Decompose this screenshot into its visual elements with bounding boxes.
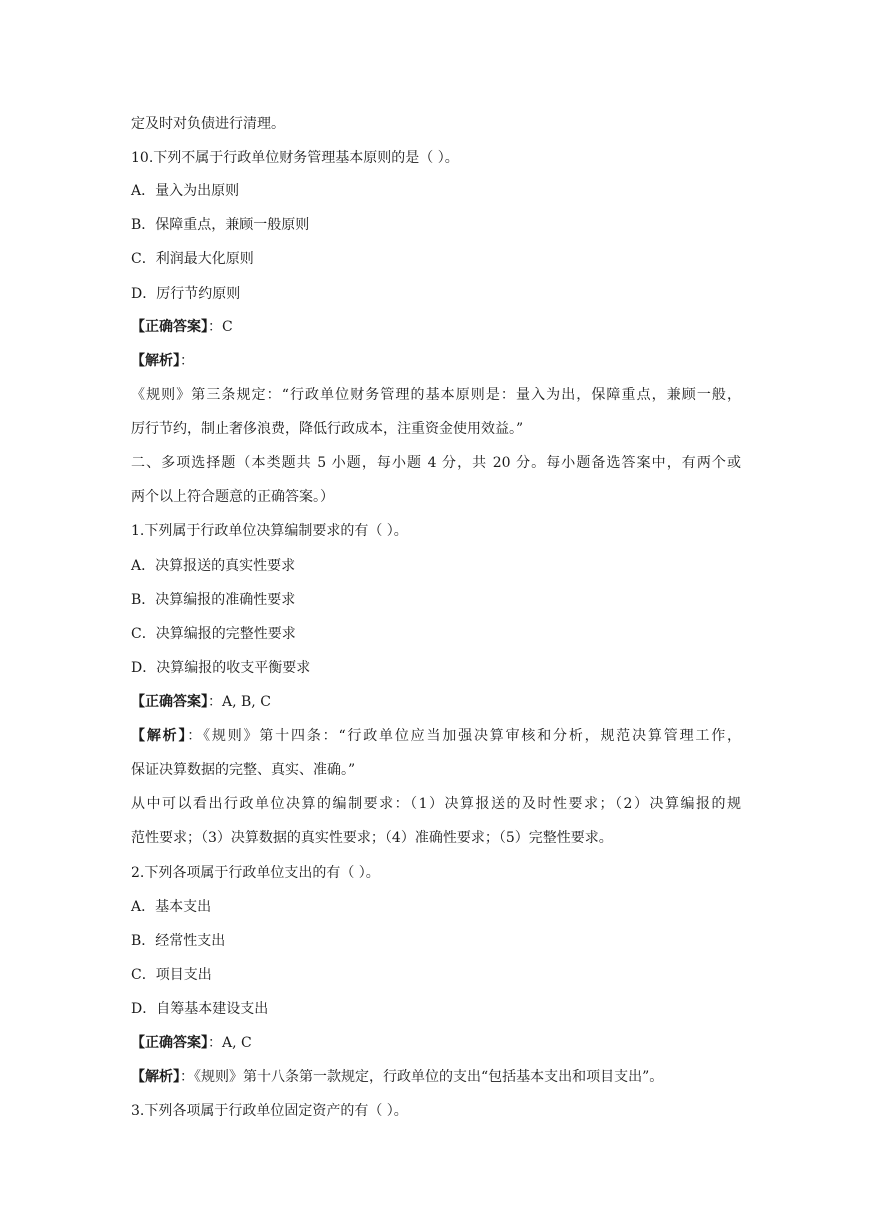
question-10-option-c: C．利润最大化原则: [131, 251, 254, 267]
question-10-analysis-line-1: 《规则》第三条规定：“行政单位财务管理的基本原则是：量入为出，保障重点，兼顾一般，: [131, 387, 741, 403]
continuation-text: 定及时对负债进行清理。: [131, 116, 285, 132]
answer-value: ：A, B, C: [208, 694, 271, 710]
question-10-option-a: A．量入为出原则: [131, 183, 240, 199]
question-10-option-d: D．厉行节约原则: [131, 286, 241, 302]
analysis-text: ：《规则》第十四条：“行政单位应当加强决算审核和分析，规范决算管理工作，: [187, 728, 742, 744]
question-10-analysis-line-2: 厉行节约，制止奢侈浪费，降低行政成本，注重资金使用效益。”: [131, 421, 524, 437]
analysis-label: 【解析】: [131, 728, 188, 744]
answer-value: ：C: [208, 319, 233, 335]
question-10-answer: [131, 318, 741, 336]
analysis-colon: ：: [180, 353, 194, 369]
multi-question-2-option-a: A．基本支出: [131, 899, 212, 915]
question-10-option-b: B．保障重点，兼顾一般原则: [131, 217, 310, 233]
analysis-text: ：《规则》第十八条第一款规定，行政单位的支出“包括基本支出和项目支出”。: [180, 1069, 664, 1085]
multi-question-1-stem: 1.下列属于行政单位决算编制要求的有（ ）。: [131, 523, 408, 539]
question-10-stem: 10.下列不属于行政单位财务管理基本原则的是（ ）。: [131, 150, 459, 166]
multi-question-1-answer: [131, 693, 741, 711]
section-2-heading-line-2: 两个以上符合题意的正确答案。）: [131, 489, 334, 505]
question-10-analysis-heading: [131, 352, 741, 370]
answer-label: 【正确答案】: [131, 319, 208, 335]
multi-question-1-analysis-line-1: [131, 727, 741, 745]
answer-label: 【正确答案】: [131, 694, 208, 710]
multi-question-1-option-d: D．决算编报的收支平衡要求: [131, 660, 311, 676]
section-2-heading-line-1: 二、多项选择题（本类题共 5 小题，每小题 4 分，共 20 分。每小题备选答案中，有两个或: [131, 455, 741, 471]
analysis-label: 【解析】: [131, 1069, 180, 1085]
answer-label: 【正确答案】: [131, 1035, 208, 1051]
multi-question-2-option-b: B．经常性支出: [131, 933, 226, 949]
multi-question-2-analysis: [131, 1068, 741, 1086]
multi-question-1-analysis-line-4: 范性要求；（3）决算数据的真实性要求；（4）准确性要求；（5）完整性要求。: [131, 830, 613, 846]
multi-question-1-analysis-line-2: 保证决算数据的完整、真实、准确。”: [131, 762, 356, 778]
analysis-label: 【解析】: [131, 353, 180, 369]
multi-question-2-option-c: C．项目支出: [131, 967, 212, 983]
multi-question-2-stem: 2.下列各项属于行政单位支出的有（ ）。: [131, 865, 380, 881]
multi-question-1-analysis-line-3: 从中可以看出行政单位决算的编制要求：（1）决算报送的及时性要求；（2）决算编报的规: [131, 796, 741, 812]
multi-question-3-stem: 3.下列各项属于行政单位固定资产的有（ ）。: [131, 1103, 408, 1119]
multi-question-1-option-a: A．决算报送的真实性要求: [131, 558, 296, 574]
multi-question-1-option-b: B．决算编报的准确性要求: [131, 592, 296, 608]
answer-value: ：A, C: [208, 1035, 252, 1051]
multi-question-1-option-c: C．决算编报的完整性要求: [131, 626, 296, 642]
multi-question-2-option-d: D．自筹基本建设支出: [131, 1001, 269, 1017]
multi-question-2-answer: [131, 1034, 741, 1052]
